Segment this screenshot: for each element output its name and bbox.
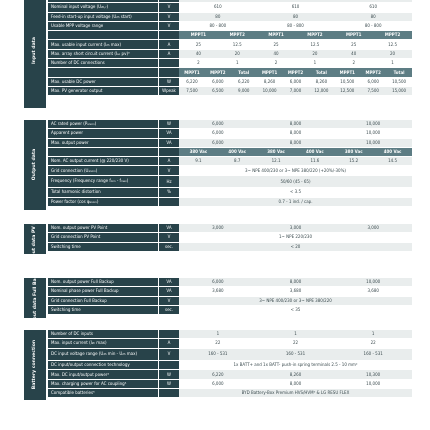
row-unit: V <box>158 233 179 241</box>
value-cell: 12.5 <box>310 41 320 47</box>
value-cell: 12,500 <box>340 88 355 94</box>
table-row <box>48 380 412 389</box>
column-header-cell: MPPT2 <box>307 32 323 38</box>
pv-point-label: Output data PV Point <box>24 224 46 254</box>
battery-label: Battery connection <box>24 330 46 400</box>
value-cell: 2 <box>352 60 355 66</box>
row-unit <box>158 330 179 338</box>
row-unit: A <box>158 157 179 165</box>
value-cell: 1 <box>371 331 375 337</box>
value-cell: 3~ NPE 400/230 or 3~ NPE 380/220 (+20%/-30%) <box>245 167 346 173</box>
value-cell: 20 <box>312 50 318 56</box>
row-unit: V <box>158 349 179 361</box>
row-unit: % <box>158 188 179 196</box>
output-data-rows <box>48 120 412 207</box>
value-cell: 8,000 <box>289 121 302 127</box>
input-data-label: Input data <box>24 0 46 108</box>
value-cell: 6,000 <box>212 130 224 136</box>
value-cell: < 20 <box>290 243 301 249</box>
column-header-cell: 400 Vac <box>228 149 247 155</box>
row-values <box>179 157 412 165</box>
row-label: Feed-in start-up input voltage (U₂ₕ start) <box>48 13 158 21</box>
value-cell: 8,000 <box>289 380 302 386</box>
value-cell: 7,500 <box>367 88 379 94</box>
table-row <box>48 287 412 296</box>
output-data-label: Output data <box>24 120 46 210</box>
row-unit: VA <box>158 278 179 286</box>
value-cell: 8,000 <box>289 279 302 285</box>
column-header-cell: Total <box>238 69 250 75</box>
value-cell: 8.7 <box>234 158 241 164</box>
row-unit: sec. <box>158 306 179 314</box>
value-cell: 3,680 <box>212 288 224 294</box>
input-data-section <box>24 0 412 108</box>
value-cell: 3,680 <box>367 288 379 294</box>
full-backup-rows <box>48 278 412 315</box>
value-cell: 2 <box>274 60 278 66</box>
value-cell: 10,000 <box>262 88 277 94</box>
value-cell: 80 - 800 <box>364 23 382 29</box>
table-row <box>48 389 412 398</box>
row-values <box>179 129 412 137</box>
row-values <box>179 166 412 174</box>
row-values <box>179 139 412 147</box>
value-cell: 80 <box>215 13 221 19</box>
value-cell: 15,000 <box>392 88 407 94</box>
value-cell: 10,000 <box>366 139 381 145</box>
row-unit: W <box>158 78 179 86</box>
value-cell: 1 <box>216 331 220 337</box>
value-cell: 25 <box>351 41 357 47</box>
value-cell: 12,000 <box>314 88 329 94</box>
row-values <box>179 78 412 86</box>
value-cell: 40 <box>273 50 279 56</box>
value-cell: 80 - 800 <box>209 23 227 29</box>
row-label: Total harmonic distortion <box>48 188 158 196</box>
value-cell: 14.5 <box>388 158 397 164</box>
column-header-cell: MPPT2 <box>384 32 401 38</box>
value-cell: 160 - 531 <box>363 351 383 357</box>
row-values <box>179 188 412 196</box>
row-label: Nom. output power Full Backup <box>48 278 158 286</box>
value-cell: 40 <box>351 50 357 56</box>
row-label: Max. usable input current (I₂ₕ max) <box>48 40 158 48</box>
table-row <box>48 224 412 233</box>
row-values <box>179 3 412 11</box>
row-unit <box>158 389 179 397</box>
row-label: Usable MPP voltage range <box>48 22 158 30</box>
row-unit <box>158 31 179 39</box>
row-values <box>179 278 412 286</box>
table-row <box>48 188 412 197</box>
row-label: DC input voltage range (U₂ₕ min - U₂ₕ max) <box>48 349 158 361</box>
value-cell: 25 <box>273 41 279 47</box>
value-cell: 80 <box>370 13 376 19</box>
row-label: AC rated power (Pₐₙₒₘ) <box>48 120 158 128</box>
column-header-cell: 400 Vac <box>306 149 324 155</box>
row-unit: Hz <box>158 176 179 188</box>
row-values <box>179 50 412 58</box>
value-cell: 7,000 <box>289 88 302 94</box>
table-row <box>48 198 412 207</box>
input-data-rows <box>48 0 412 96</box>
table-row <box>48 330 412 339</box>
table-row <box>48 297 412 306</box>
column-header-cell: MPPT2 <box>287 69 304 75</box>
table-row <box>48 166 412 175</box>
value-cell: 1 <box>391 60 394 66</box>
row-values <box>179 13 412 21</box>
value-cell: 22 <box>292 340 299 346</box>
value-cell: 610 <box>369 4 377 10</box>
row-unit: A <box>158 339 179 347</box>
value-cell: 6,220 <box>212 371 224 377</box>
row-values <box>179 68 412 76</box>
value-cell: 6,000 <box>367 78 379 84</box>
row-label: Max. DC input/output power⁴ <box>48 370 158 378</box>
value-cell: 12.5 <box>232 41 242 47</box>
value-cell: 6,500 <box>212 88 224 94</box>
row-unit: Wpeak <box>158 87 179 95</box>
table-row <box>48 370 412 379</box>
table-row <box>48 361 412 370</box>
row-label <box>48 31 158 39</box>
row-values <box>179 287 412 295</box>
value-cell: 9.1 <box>195 158 202 164</box>
row-values <box>179 22 412 30</box>
row-values <box>179 40 412 48</box>
value-cell: 15.2 <box>349 158 359 164</box>
row-unit <box>158 59 179 67</box>
row-unit: V <box>158 166 179 174</box>
table-row <box>48 78 412 87</box>
row-unit <box>158 361 179 369</box>
value-cell: 20 <box>234 50 240 56</box>
value-cell: 8,000 <box>289 139 302 145</box>
value-cell: 1~ NPE 220/230 <box>279 234 312 240</box>
row-values <box>179 297 412 305</box>
row-label: Nominal input voltage (U₂ₕˌᵣ) <box>48 3 158 11</box>
value-cell: 10,500 <box>340 78 355 84</box>
row-unit: VA <box>158 129 179 137</box>
value-cell: 20 <box>390 50 396 56</box>
column-header-cell: MPPT1 <box>268 32 284 38</box>
row-unit: W <box>158 120 179 128</box>
row-values <box>179 198 412 206</box>
value-cell: 610 <box>214 4 222 10</box>
value-cell: 12.1 <box>271 158 281 164</box>
row-label: Nom. output power PV Point <box>48 224 158 232</box>
value-cell: 8,260 <box>289 371 302 377</box>
row-label: Max. PV generator output <box>48 87 158 95</box>
value-cell: 6,000 <box>212 78 224 84</box>
row-unit: sec. <box>158 243 179 251</box>
column-header-cell: 380 Vac <box>344 149 363 155</box>
row-values <box>179 306 412 314</box>
row-unit <box>158 0 179 2</box>
column-header-cell: 380 Vac <box>267 149 285 155</box>
value-cell: 10,500 <box>392 78 407 84</box>
battery-section <box>24 330 412 400</box>
row-label: Max. output power <box>48 139 158 147</box>
row-label: Grid connection Full Backup <box>48 297 158 305</box>
row-label: Max. array short circuit current (Iₛₒ pv)³ <box>48 50 158 58</box>
value-cell: 3~ NPE 400/230 or 3~ NPE 380/220 <box>259 297 332 303</box>
table-row <box>48 148 412 157</box>
row-label: Power factor (cos φₐₙₒₘ) <box>48 198 158 206</box>
value-cell: 6,000 <box>212 139 224 145</box>
row-label: Grid connection PV Point <box>48 233 158 241</box>
row-label <box>48 68 158 76</box>
value-cell: 8,260 <box>263 78 276 84</box>
row-unit: W <box>158 370 179 378</box>
value-cell: 8,000 <box>289 130 302 136</box>
table-row <box>48 68 412 77</box>
pv-point-rows <box>48 224 412 252</box>
row-unit <box>158 68 179 76</box>
table-row <box>48 50 412 59</box>
table-row <box>48 349 412 362</box>
row-label: Switching time <box>48 243 158 251</box>
value-cell: 22 <box>215 340 221 346</box>
row-unit: VA <box>158 224 179 232</box>
value-cell: 6,000 <box>212 121 224 127</box>
row-values <box>179 349 412 361</box>
row-label <box>48 148 158 156</box>
row-values <box>179 339 412 347</box>
row-values <box>179 31 412 39</box>
pv-point-section <box>24 211 412 267</box>
value-cell: 10,000 <box>366 279 381 285</box>
column-header-cell: MPPT2 <box>365 69 381 75</box>
full-backup-section <box>24 266 412 330</box>
row-label: DC input/output connection technology <box>48 361 158 369</box>
value-cell: 12.5 <box>388 41 397 47</box>
row-label: Number of DC connections <box>48 59 158 67</box>
value-cell: 10,000 <box>366 130 381 136</box>
value-cell: 8,260 <box>315 78 328 84</box>
value-cell: 0.7 - 1 ind. / cap. <box>278 198 313 204</box>
column-header-cell: MPPT1 <box>339 69 355 75</box>
row-label: Switching time <box>48 306 158 314</box>
value-cell: 6,000 <box>289 78 302 84</box>
row-label <box>48 0 158 2</box>
row-unit: V <box>158 13 179 21</box>
column-header-cell: Total <box>315 69 327 75</box>
value-cell: 7,500 <box>186 88 198 94</box>
value-cell: 6,000 <box>212 380 224 386</box>
row-values <box>179 59 412 67</box>
table-row <box>48 3 412 12</box>
column-header-cell: MPPT1 <box>190 32 207 38</box>
row-values <box>179 243 412 251</box>
row-label: Nom. AC output current (@ 220/230 V) <box>48 157 158 165</box>
row-unit: A <box>158 50 179 58</box>
value-cell: 25 <box>195 41 201 47</box>
table-row <box>48 120 412 129</box>
row-values <box>179 120 412 128</box>
value-cell: BYD Battery-Box Premium HVS/HVM⁶ & LG RESU FLEX <box>241 390 350 396</box>
value-cell: 1x BATT+ and 1x BATT- push-in spring terminals 2.5 - 10 mm² <box>233 362 358 368</box>
row-unit: V <box>158 22 179 30</box>
row-label: Number of DC inputs <box>48 330 158 338</box>
table-row <box>48 278 412 287</box>
table-row <box>48 339 412 348</box>
table-row <box>48 87 412 96</box>
column-header-cell: MPPT2 <box>210 69 226 75</box>
column-header-cell: Total <box>393 69 405 75</box>
row-values <box>179 361 412 369</box>
row-values <box>179 176 412 188</box>
value-cell: 6,220 <box>186 78 198 84</box>
value-cell: 1 <box>235 60 239 66</box>
row-unit: V <box>158 3 179 11</box>
table-row <box>48 306 412 315</box>
table-row <box>48 40 412 49</box>
column-header-cell: 380 Vac <box>189 149 208 155</box>
table-row <box>48 157 412 166</box>
row-label: Frequency (Frequency range fₘᵢₙ - fₘₐₓ) <box>48 176 158 188</box>
table-row <box>48 176 412 189</box>
output-data-section <box>24 120 412 210</box>
table-row <box>48 233 412 242</box>
row-values <box>179 224 412 232</box>
value-cell: < 35 <box>290 307 301 313</box>
row-values <box>179 380 412 388</box>
table-row <box>48 129 412 138</box>
table-row <box>48 31 412 40</box>
row-label: Max. input current (I₂ₕ max) <box>48 339 158 347</box>
row-values <box>179 330 412 338</box>
value-cell: 6,000 <box>212 279 224 285</box>
row-unit: V <box>158 297 179 305</box>
row-unit <box>158 148 179 156</box>
value-cell: 3,000 <box>289 225 302 231</box>
value-cell: 22 <box>370 340 376 346</box>
row-label: Nominal phase power Full Backup <box>48 287 158 295</box>
value-cell: 3,000 <box>212 225 224 231</box>
value-cell: 10,300 <box>366 371 381 377</box>
row-unit <box>158 198 179 206</box>
row-unit: VA <box>158 287 179 295</box>
value-cell: 10,000 <box>366 121 381 127</box>
row-unit: W <box>158 380 179 388</box>
full-backup-label: Output data Full Backup <box>24 278 46 318</box>
row-values <box>179 370 412 378</box>
battery-rows <box>48 330 412 398</box>
value-cell: 2 <box>197 60 200 66</box>
table-row <box>48 139 412 148</box>
value-cell: 10,000 <box>366 380 381 386</box>
value-cell: 80 - 800 <box>287 23 304 29</box>
table-row <box>48 243 412 252</box>
row-label: Max. charging power for AC coupling⁴ <box>48 380 158 388</box>
value-cell: 50/60 (45 - 65) <box>280 178 311 184</box>
row-unit: A <box>158 40 179 48</box>
value-cell: 40 <box>195 50 201 56</box>
row-values <box>179 87 412 95</box>
value-cell: 160 - 531 <box>208 351 228 357</box>
column-header-cell: MPPT2 <box>229 32 245 38</box>
row-values <box>179 148 412 156</box>
value-cell: 80 <box>292 13 299 19</box>
value-cell: 1 <box>294 331 297 337</box>
value-cell: 3,000 <box>367 225 379 231</box>
row-values <box>179 0 412 2</box>
table-row <box>48 22 412 31</box>
column-header-cell: MPPT1 <box>184 69 200 75</box>
table-row <box>48 59 412 68</box>
value-cell: 6,220 <box>238 78 250 84</box>
table-row <box>48 13 412 22</box>
value-cell: 11.6 <box>310 158 320 164</box>
row-label: Grid connection (Uₐₙₒₘ) <box>48 166 158 174</box>
value-cell: 3,680 <box>289 288 302 294</box>
row-label: Max. usable DC power <box>48 78 158 86</box>
row-unit: VA <box>158 139 179 147</box>
row-values <box>179 233 412 241</box>
value-cell: 610 <box>291 4 300 10</box>
value-cell: 1 <box>313 60 317 66</box>
row-label: Compatible batteries⁵ <box>48 389 158 397</box>
column-header-cell: MPPT1 <box>261 69 278 75</box>
column-header-cell: MPPT1 <box>346 32 362 38</box>
row-values <box>179 389 412 397</box>
value-cell: 9,000 <box>238 88 250 94</box>
value-cell: 160 - 531 <box>285 351 306 357</box>
value-cell: < 3.5 <box>290 189 301 195</box>
column-header-cell: 400 Vac <box>383 149 402 155</box>
row-label: Apparent power <box>48 129 158 137</box>
